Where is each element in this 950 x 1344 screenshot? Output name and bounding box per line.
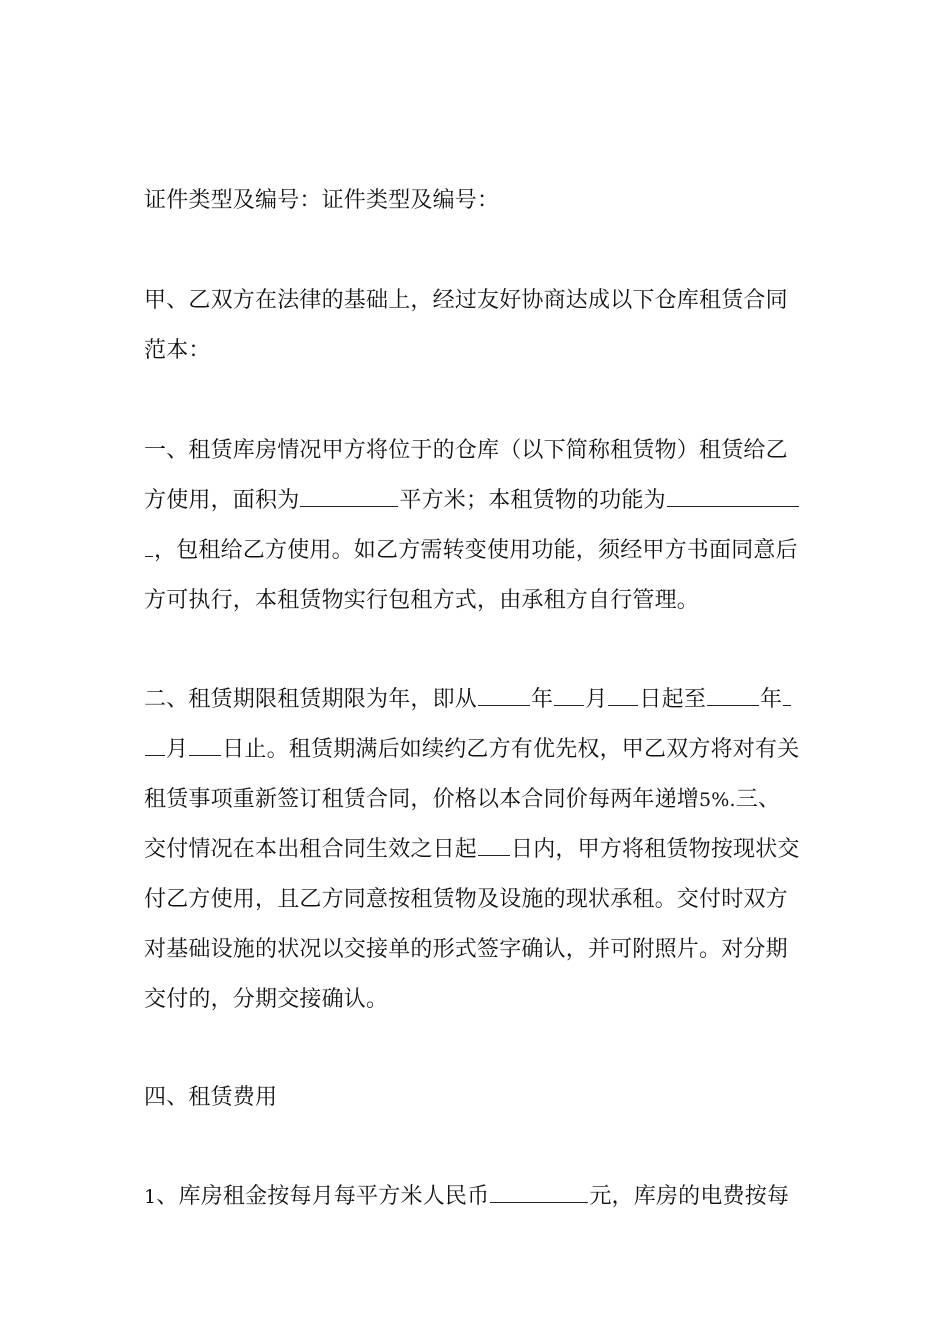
end-month-label: 月 xyxy=(166,737,189,762)
intro-text-1: 甲、乙双方在法律的基础上，经过友好协商达成以下仓库租赁合同 xyxy=(144,288,788,313)
section-3-text-2: 付乙方使用，且乙方同意按租赁物及设施的现状承租。交付时双方 xyxy=(144,887,788,912)
id-type-text: 证件类型及编号：证件类型及编号： xyxy=(144,188,500,213)
section-3-text-1b: 日内，甲方将租赁物按现状交 xyxy=(511,837,800,862)
function-blank-continued[interactable] xyxy=(145,536,153,557)
end-day-blank[interactable] xyxy=(189,735,221,756)
rent-amount-blank[interactable] xyxy=(490,1182,588,1203)
section-3-heading-start: 三、 xyxy=(735,787,781,812)
section-1-text-4: 方可执行，本租赁物实行包租方式，由承租方自行管理。 xyxy=(144,588,700,613)
section-4-item-1-line xyxy=(144,1182,789,1212)
section-1-line-3 xyxy=(144,536,798,566)
item-1-text-b: 元，库房的电费按每 xyxy=(589,1184,790,1209)
section-2-line-3 xyxy=(144,785,780,815)
item-1-text-a: 、库房租金按每月每平方米人民币 xyxy=(156,1184,490,1209)
section-3-text-3: 对基础设施的状况以交接单的形式签字确认，并可附照片。对分期 xyxy=(144,937,788,962)
start-year-label: 年 xyxy=(531,687,554,712)
section-3-line-2 xyxy=(144,885,788,915)
delivery-days-blank[interactable] xyxy=(478,835,510,856)
start-month-label: 月 xyxy=(585,687,608,712)
section-1-text-1: 一、租赁库房情况甲方将位于的仓库（以下简称租赁物）租赁给乙 xyxy=(144,438,788,463)
end-month-blank-continued[interactable] xyxy=(145,735,165,756)
section-4-heading xyxy=(144,1083,277,1113)
area-blank[interactable] xyxy=(300,486,398,507)
section-3-line-4 xyxy=(144,985,388,1015)
section-2-text-1a: 二、租赁期限租赁期限为年，即从 xyxy=(144,687,478,712)
section-1-line-1 xyxy=(144,436,788,466)
section-2-line-2 xyxy=(144,735,799,765)
intro-line-1 xyxy=(144,286,788,316)
section-3-line-1 xyxy=(144,835,800,865)
end-year-blank[interactable] xyxy=(707,685,759,706)
intro-text-2: 范本： xyxy=(144,338,211,363)
function-blank[interactable] xyxy=(667,486,799,507)
section-2-line-1 xyxy=(144,685,792,715)
section-2-text-2: 日止。租赁期满后如续约乙方有优先权，甲乙双方将对有关 xyxy=(222,737,800,762)
section-3-text-4: 交付的，分期交接确认。 xyxy=(144,987,389,1012)
end-month-blank[interactable] xyxy=(783,685,791,706)
section-1-line-2 xyxy=(144,486,800,516)
increase-rate: 5%. xyxy=(699,789,736,811)
section-1-line-4 xyxy=(144,586,699,616)
start-month-blank[interactable] xyxy=(554,685,584,706)
section-3-text-1a: 交付情况在本出租合同生效之日起 xyxy=(144,837,478,862)
start-day-label: 日起至 xyxy=(639,687,707,712)
section-4-title: 四、租赁费用 xyxy=(144,1085,278,1110)
start-day-blank[interactable] xyxy=(608,685,638,706)
intro-line-2 xyxy=(144,336,211,366)
start-year-blank[interactable] xyxy=(478,685,530,706)
item-1-number: 1 xyxy=(144,1186,157,1208)
section-2-text-3a: 租赁事项重新签订租赁合同，价格以本合同价每两年递增 xyxy=(144,787,700,812)
end-year-label: 年 xyxy=(760,687,783,712)
id-type-line xyxy=(144,186,499,216)
section-3-line-3 xyxy=(144,935,788,965)
section-1-text-2b: 平方米；本租赁物的功能为 xyxy=(399,488,666,513)
section-1-text-3: ，包租给乙方使用。如乙方需转变使用功能，须经甲方书面同意后 xyxy=(154,538,798,563)
section-1-text-2a: 方使用，面积为 xyxy=(144,488,300,513)
